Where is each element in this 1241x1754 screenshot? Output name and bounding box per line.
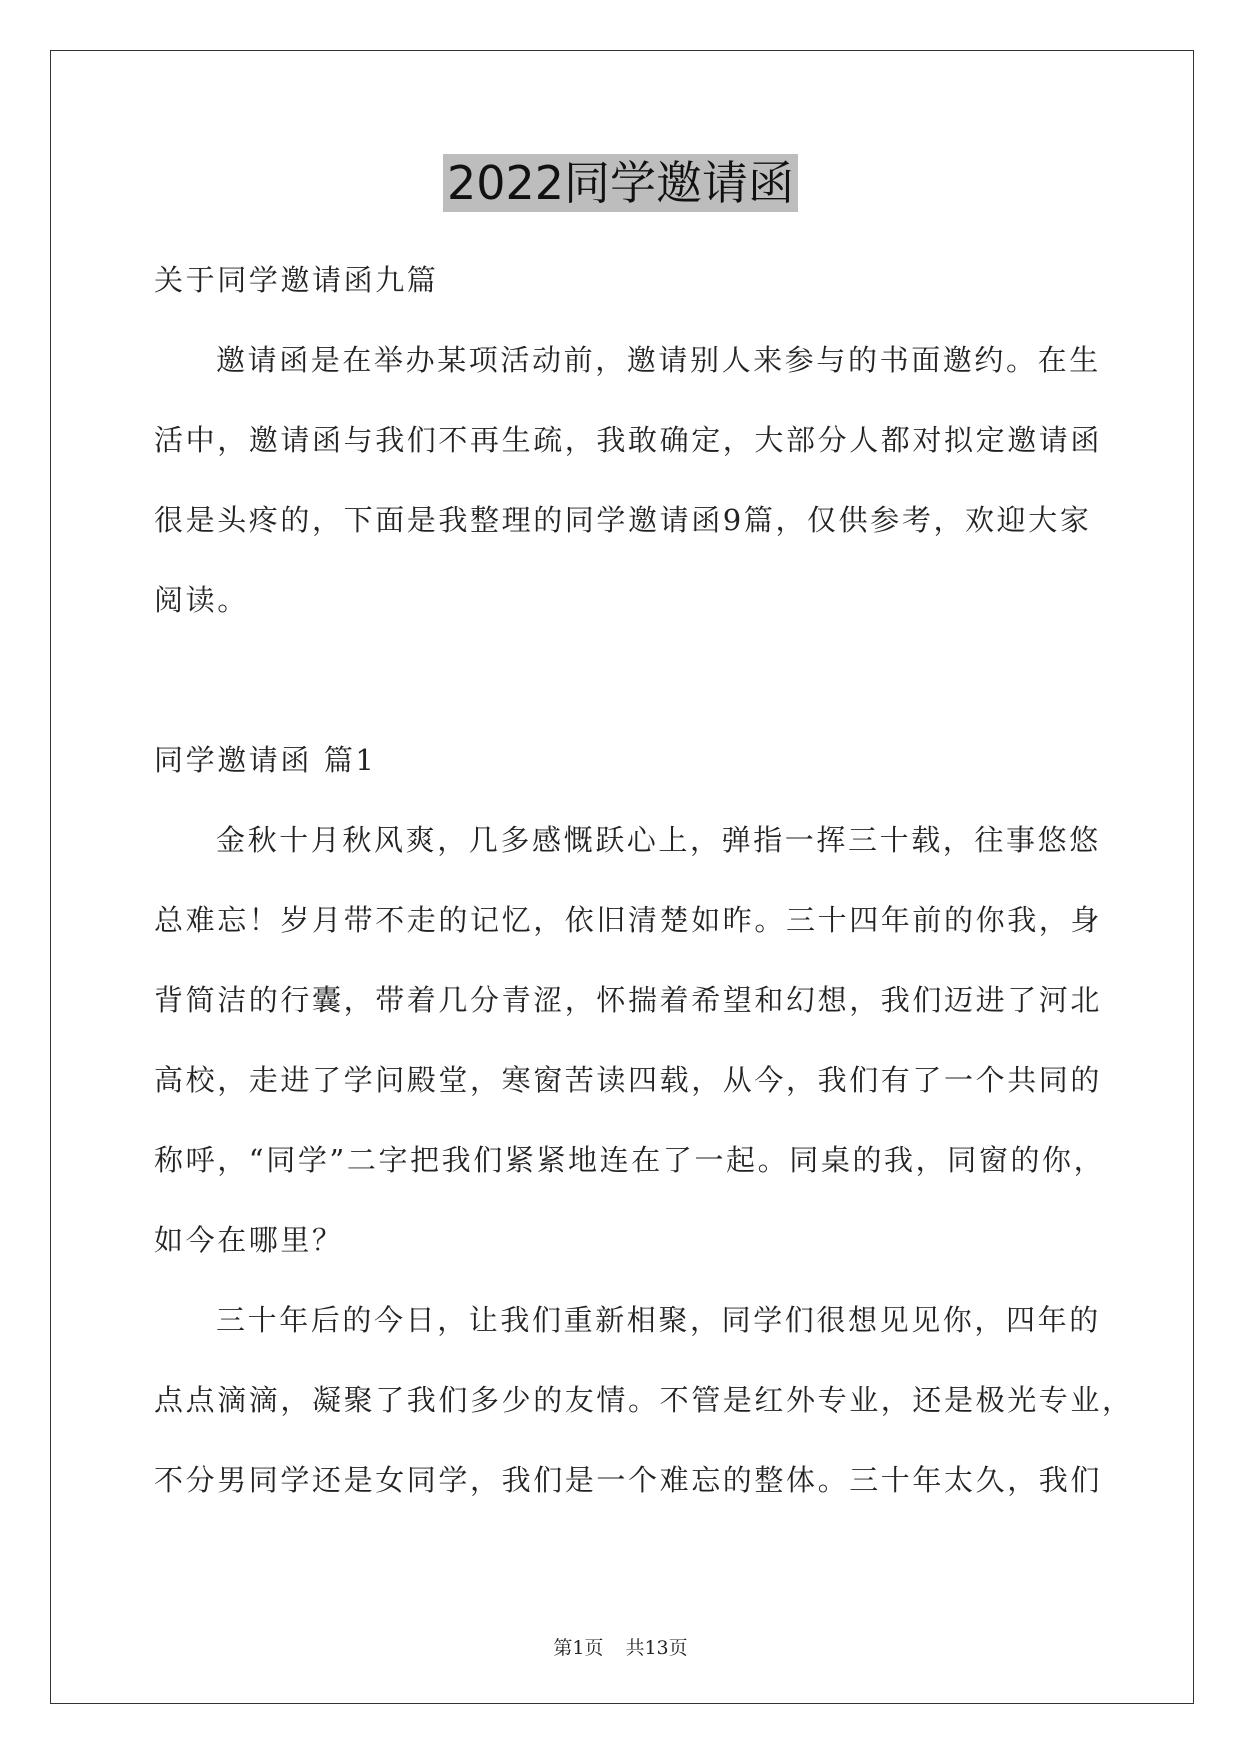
page-number-total: 共13页 [625, 1637, 688, 1659]
paragraph-line: 如今在哪里？ [154, 1223, 344, 1257]
paragraph-line: 三十年后的今日，让我们重新相聚，同学们很想见见你，四年的 [216, 1303, 1101, 1337]
spacer [154, 640, 1094, 720]
document-body [154, 240, 1134, 1520]
section-heading: 同学邀请函 篇1 [154, 743, 377, 777]
paragraph-line: 背简洁的行囊，带着几分青涩，怀揣着希望和幻想，我们迈进了河北 [154, 983, 1103, 1017]
paragraph-line: 高校，走进了学问殿堂，寒窗苦读四载，从今，我们有了一个共同的 [154, 1063, 1103, 1097]
document-subtitle: 关于同学邀请函九篇 [154, 263, 439, 297]
paragraph-line: 称呼，“同学”二字把我们紧紧地连在了一起。同桌的我，同窗的你， [154, 1143, 1106, 1177]
title-container [0, 154, 1241, 212]
intro-line: 很是头疼的，下面是我整理的同学邀请函9篇，仅供参考，欢迎大家 [154, 503, 1092, 537]
paragraph-line: 不分男同学还是女同学，我们是一个难忘的整体。三十年太久，我们 [154, 1463, 1103, 1497]
page-footer [0, 1633, 1241, 1660]
paragraph-line: 点点滴滴，凝聚了我们多少的友情。不管是红外专业，还是极光专业， [154, 1383, 1134, 1417]
page-number-current: 第1页 [553, 1637, 604, 1659]
paragraph-line: 总难忘！岁月带不走的记忆，依旧清楚如昨。三十四年前的你我，身 [154, 903, 1103, 937]
intro-line: 阅读。 [154, 583, 249, 617]
document-title: 2022同学邀请函 [443, 154, 798, 212]
intro-line: 活中，邀请函与我们不再生疏，我敢确定，大部分人都对拟定邀请函 [154, 423, 1103, 457]
paragraph-line: 金秋十月秋风爽，几多感慨跃心上，弹指一挥三十载，往事悠悠 [216, 823, 1101, 857]
intro-line: 邀请函是在举办某项活动前，邀请别人来参与的书面邀约。在生 [216, 343, 1101, 377]
